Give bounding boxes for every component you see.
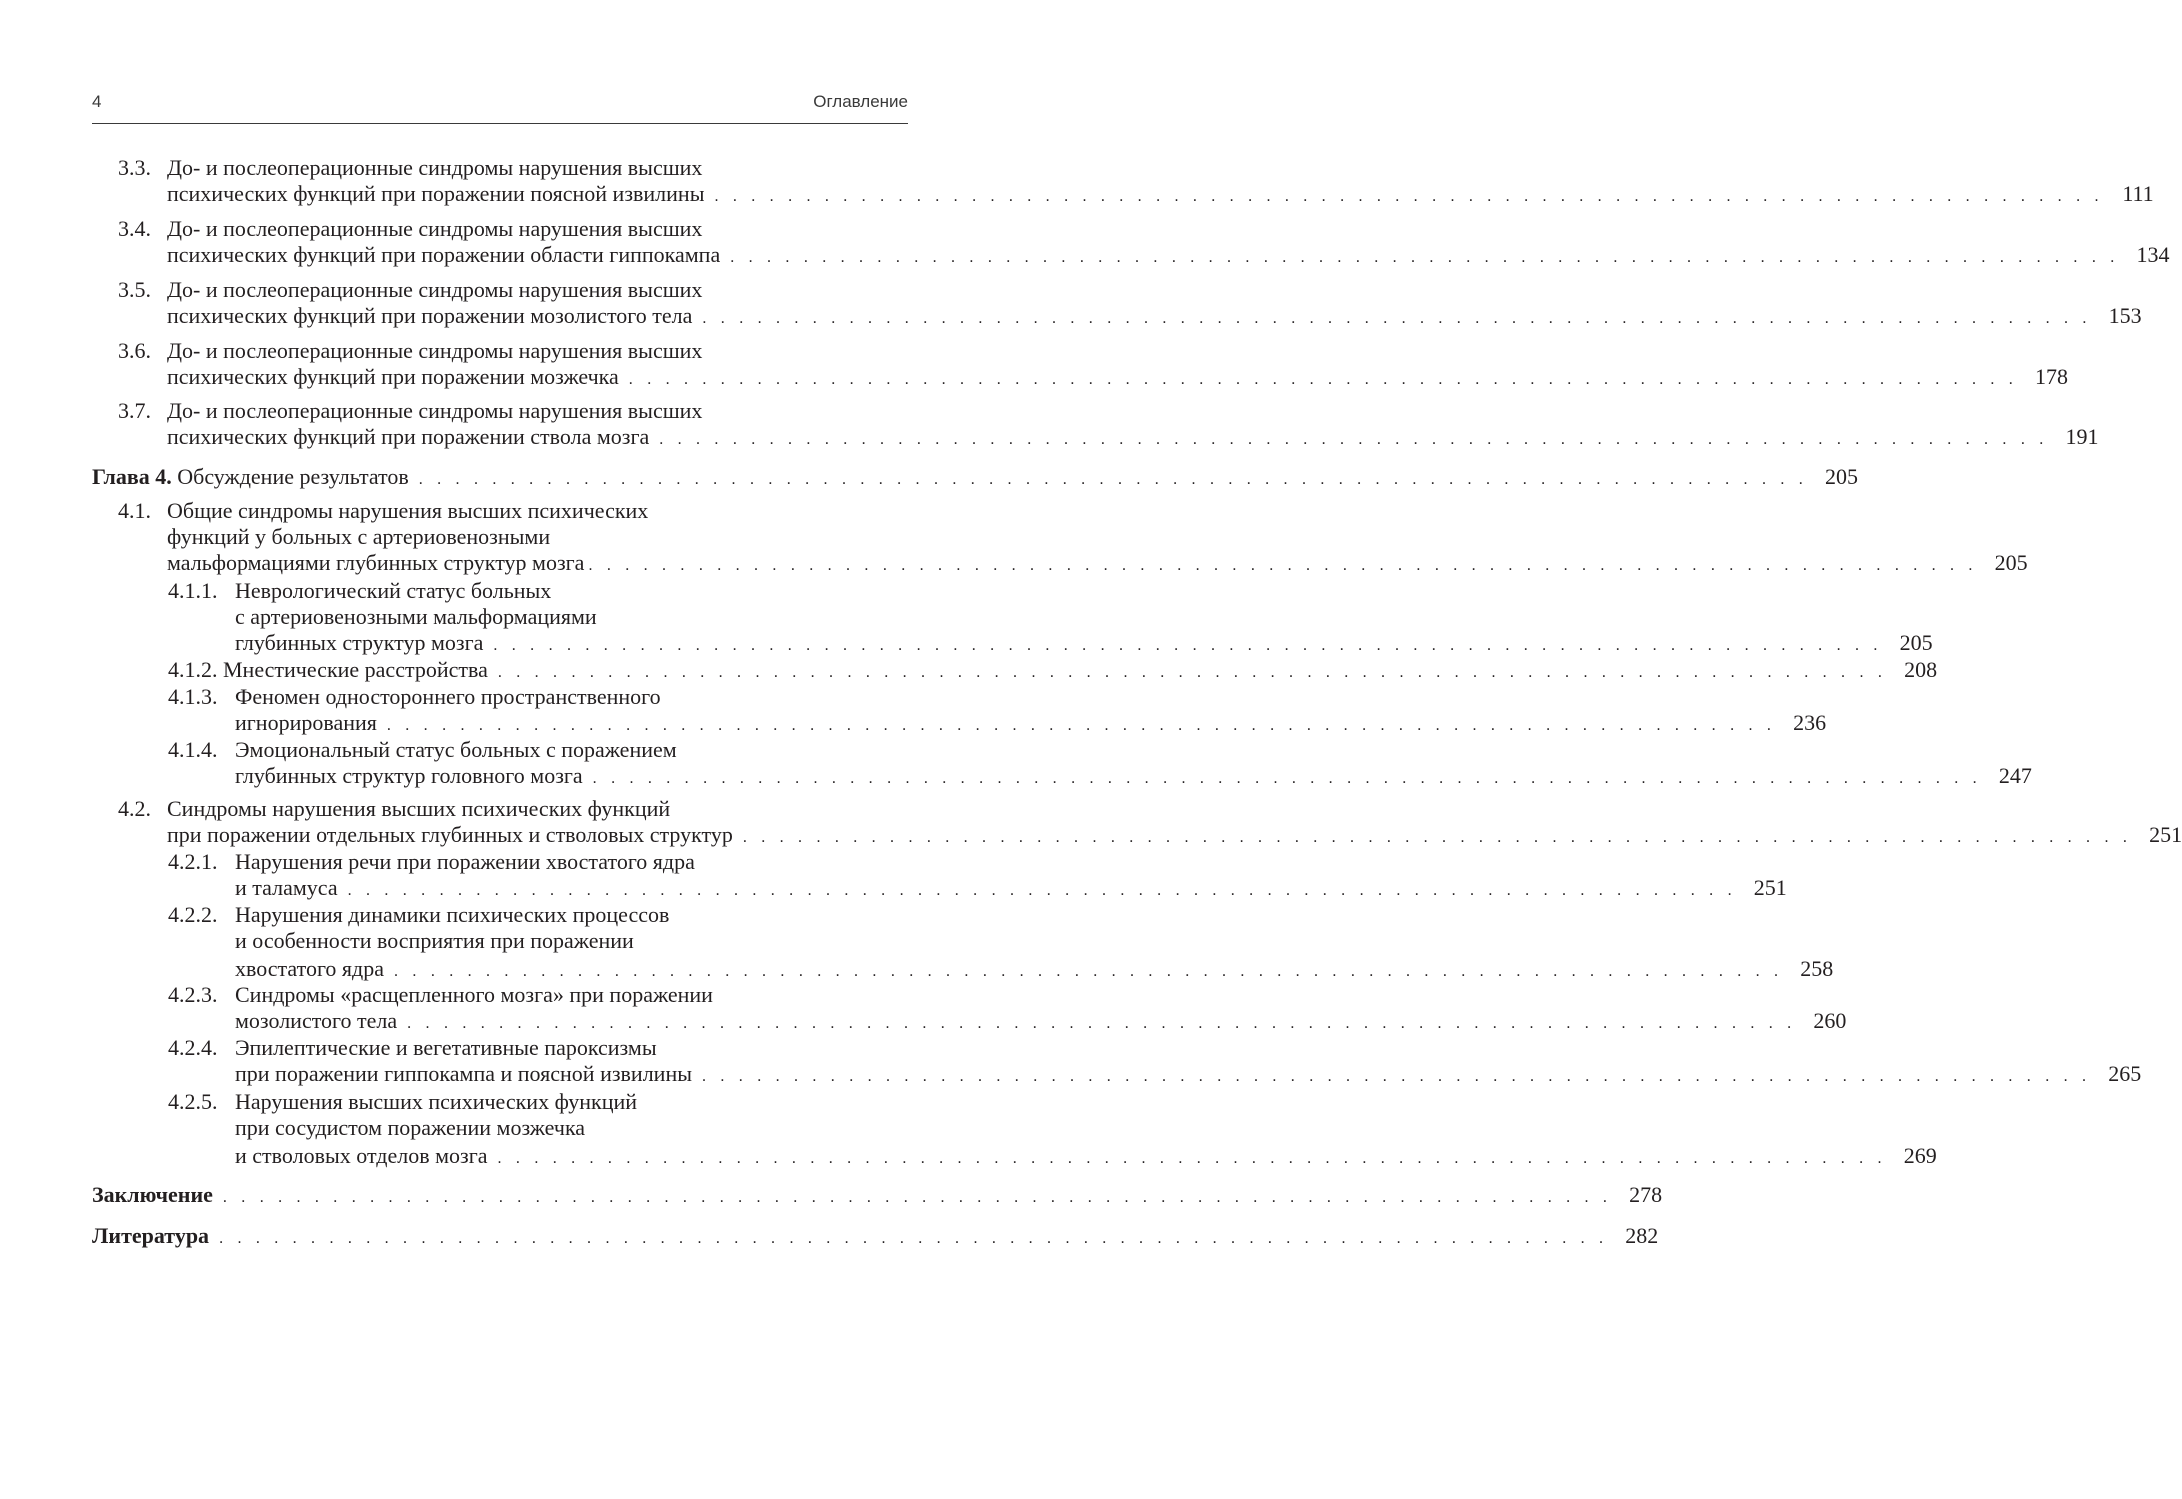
chapter-label: Глава 4.	[92, 464, 172, 489]
running-header	[92, 92, 908, 124]
toc-number: 3.7.	[118, 398, 151, 423]
toc-page: 153	[2108, 303, 2142, 328]
toc-title-line: Литература	[92, 1223, 210, 1248]
toc-title-line: и таламуса	[235, 875, 338, 900]
toc-page: 258	[1800, 956, 1834, 981]
toc-page: 205	[1994, 550, 2028, 575]
leader-dots: . . . . . . . . . . . . . . . . . . . . . . . . . . . . . . . . . . . . . . . . . . . . . . . . . . . . . . . . . . . . . . . . . . . . . . . . . . . .	[702, 310, 2092, 327]
toc-title-line: психических функций при поражении мозолистого тела	[167, 303, 693, 328]
toc-number: 3.5.	[118, 277, 151, 302]
toc-page: 247	[1998, 763, 2032, 788]
leader-dots: . . . . . . . . . . . . . . . . . . . . . . . . . . . . . . . . . . . . . . . . . . . . . . . . . . . . . . . . . . . . . . . . . . . . . . . . . . . .	[628, 371, 2018, 388]
leader-dots: . . . . . . . . . . . . . . . . . . . . . . . . . . . . . . . . . . . . . . . . . . . . . . . . . . . . . . . . . . . . . . . . . . . . . . . . . . . .	[730, 249, 2120, 266]
leader-dots: . . . . . . . . . . . . . . . . . . . . . . . . . . . . . . . . . . . . . . . . . . . . . . . . . . . . . . . . . . . . . . . . . . . . . . . . . . . .	[386, 717, 1777, 734]
toc-title-line: при поражении отдельных глубинных и стволовых структур	[167, 822, 733, 847]
header-rule	[92, 123, 908, 124]
leader-dots: . . . . . . . . . . . . . . . . . . . . . . . . . . . . . . . . . . . . . . . . . . . . . . . . . . . . . . . . . . . . . . . . . . . . . . . . . . . .	[742, 829, 2133, 846]
toc-number: 3.3.	[118, 155, 151, 180]
toc-title-line: Нарушения высших психических функций	[235, 1089, 638, 1114]
toc-title-line: Эпилептические и вегетативные пароксизмы	[235, 1035, 657, 1060]
leader-dots: . . . . . . . . . . . . . . . . . . . . . . . . . . . . . . . . . . . . . . . . . . . . . . . . . . . . . . . . . . . . . . . . . . . . . . . . . . . .	[588, 557, 1978, 574]
leader-dots: . . . . . . . . . . . . . . . . . . . . . . . . . . . . . . . . . . . . . . . . . . . . . . . . . . . . . . . . . . . . . . . . . . . . . . . . . . . .	[497, 664, 1888, 681]
toc-title-line: До- и послеоперационные синдромы нарушения высших	[167, 155, 703, 180]
toc-title-line: психических функций при поражении мозжечка	[167, 364, 619, 389]
toc-page: 260	[1813, 1008, 1847, 1033]
toc-title-line: Мнестические расстройства	[223, 657, 488, 682]
toc-title-line: психических функций при поражении области гиппокампа	[167, 242, 721, 267]
toc-number: 4.1.3.	[168, 684, 218, 709]
toc-title-line: глубинных структур головного мозга	[235, 763, 583, 788]
toc-title-line: и стволовых отделов мозга	[235, 1143, 488, 1168]
toc-page: 236	[1793, 710, 1827, 735]
toc-page: 111	[2122, 181, 2154, 206]
toc-page: 278	[1629, 1182, 1663, 1207]
toc-title-line: глубинных структур мозга	[235, 630, 484, 655]
toc-page: 251	[1753, 875, 1787, 900]
toc-title-line: Нарушения динамики психических процессов	[235, 902, 670, 927]
toc-number: 3.4.	[118, 216, 151, 241]
toc-number: 4.2.3.	[168, 982, 218, 1007]
toc-page: 269	[1903, 1143, 1937, 1168]
toc-number: 3.6.	[118, 338, 151, 363]
toc-title-line: Общие синдромы нарушения высших психических	[167, 498, 649, 523]
leader-dots: . . . . . . . . . . . . . . . . . . . . . . . . . . . . . . . . . . . . . . . . . . . . . . . . . . . . . . . . . . . . . . . . . . . . . . . . . . . .	[222, 1189, 1613, 1206]
toc-title-line: при сосудистом поражении мозжечка	[235, 1115, 586, 1140]
leader-dots: . . . . . . . . . . . . . . . . . . . . . . . . . . . . . . . . . . . . . . . . . . . . . . . . . . . . . . . . . . . . . . . . . . . . . . . . . . . .	[714, 188, 2104, 205]
toc-number: 4.2.	[118, 796, 151, 821]
page-number: 4	[92, 92, 102, 111]
toc-title-line: Заключение	[92, 1182, 213, 1207]
toc-title-line: Феномен одностороннего пространственного	[235, 684, 661, 709]
leader-dots: . . . . . . . . . . . . . . . . . . . . . . . . . . . . . . . . . . . . . . . . . . . . . . . . . . . . . . . . . . . . . . . . . . . . . . . . . . . .	[418, 471, 1808, 488]
toc-title-line: До- и послеоперационные синдромы нарушения высших	[167, 338, 703, 363]
toc-number: 4.1.1.	[168, 578, 218, 603]
toc-page: 205	[1824, 464, 1858, 489]
toc-number: 4.2.2.	[168, 902, 218, 927]
toc-title-line: Обсуждение результатов	[177, 464, 409, 489]
leader-dots: . . . . . . . . . . . . . . . . . . . . . . . . . . . . . . . . . . . . . . . . . . . . . . . . . . . . . . . . . . . . . . . . . . . . . . . . . . . .	[702, 1068, 2092, 1085]
toc-title-line: До- и послеоперационные синдромы нарушения высших	[167, 216, 703, 241]
toc-page: 251	[2149, 822, 2182, 847]
toc-title-line: мальформациями глубинных структур мозга	[167, 550, 585, 575]
running-title: Оглавление	[813, 92, 908, 111]
toc-number: 4.2.4.	[168, 1035, 218, 1060]
toc-title-line: психических функций при поражении ствола мозга	[167, 424, 650, 449]
toc-title-line: и особенности восприятия при поражении	[235, 928, 634, 953]
toc-title-line: игнорирования	[235, 710, 377, 735]
leader-dots: . . . . . . . . . . . . . . . . . . . . . . . . . . . . . . . . . . . . . . . . . . . . . . . . . . . . . . . . . . . . . . . . . . . . . . . . . . . .	[493, 637, 1883, 654]
toc-number: 4.1.	[118, 498, 151, 523]
toc-page: 205	[1899, 630, 1933, 655]
leader-dots: . . . . . . . . . . . . . . . . . . . . . . . . . . . . . . . . . . . . . . . . . . . . . . . . . . . . . . . . . . . . . . . . . . . . . . . . . . . .	[497, 1150, 1887, 1167]
toc-number: 4.1.4.	[168, 737, 218, 762]
toc-title-line: хвостатого ядра	[235, 956, 385, 981]
toc-page: 178	[2035, 364, 2068, 389]
leader-dots: . . . . . . . . . . . . . . . . . . . . . . . . . . . . . . . . . . . . . . . . . . . . . . . . . . . . . . . . . . . . . . . . . . . . . . . . . . . .	[219, 1230, 1609, 1247]
toc-number: 4.2.1.	[168, 849, 218, 874]
toc-title-line: Эмоциональный статус больных с поражением	[235, 737, 677, 762]
toc-title-line: с артериовенозными мальформациями	[235, 604, 597, 629]
leader-dots: . . . . . . . . . . . . . . . . . . . . . . . . . . . . . . . . . . . . . . . . . . . . . . . . . . . . . . . . . . . . . . . . . . . . . . . . . . . .	[407, 1015, 1797, 1032]
toc-page: 191	[2065, 424, 2099, 449]
toc-title-line: мозолистого тела	[235, 1008, 398, 1033]
leader-dots: . . . . . . . . . . . . . . . . . . . . . . . . . . . . . . . . . . . . . . . . . . . . . . . . . . . . . . . . . . . . . . . . . . . . . . . . . . . .	[394, 963, 1784, 980]
toc-page: 208	[1904, 657, 1938, 682]
toc-title-line: при поражении гиппокампа и поясной извилины	[235, 1061, 692, 1086]
toc-title-line: Неврологический статус больных	[235, 578, 552, 603]
leader-dots: . . . . . . . . . . . . . . . . . . . . . . . . . . . . . . . . . . . . . . . . . . . . . . . . . . . . . . . . . . . . . . . . . . . . . . . . . . . .	[592, 770, 1982, 787]
toc-title-line: функций у больных с артериовенозными	[167, 524, 551, 549]
toc-title-line: психических функций при поражении поясной извилины	[167, 181, 705, 206]
toc-title-line: До- и послеоперационные синдромы нарушения высших	[167, 277, 703, 302]
toc-page: 134	[2136, 242, 2170, 267]
toc-title-line: Синдромы нарушения высших психических функций	[167, 796, 671, 821]
toc-number: 4.2.5.	[168, 1089, 218, 1114]
leader-dots: . . . . . . . . . . . . . . . . . . . . . . . . . . . . . . . . . . . . . . . . . . . . . . . . . . . . . . . . . . . . . . . . . . . . . . . . . . . .	[347, 882, 1737, 899]
toc-number: 4.1.2.	[168, 657, 218, 682]
toc-title-line: До- и послеоперационные синдромы нарушения высших	[167, 398, 703, 423]
toc-title-line: Нарушения речи при поражении хвостатого ядра	[235, 849, 695, 874]
toc-page: 282	[1625, 1223, 1659, 1248]
toc-page: 265	[2108, 1061, 2142, 1086]
toc-title-line: Синдромы «расщепленного мозга» при поражении	[235, 982, 713, 1007]
leader-dots: . . . . . . . . . . . . . . . . . . . . . . . . . . . . . . . . . . . . . . . . . . . . . . . . . . . . . . . . . . . . . . . . . . . . . . . . . . . .	[659, 431, 2049, 448]
